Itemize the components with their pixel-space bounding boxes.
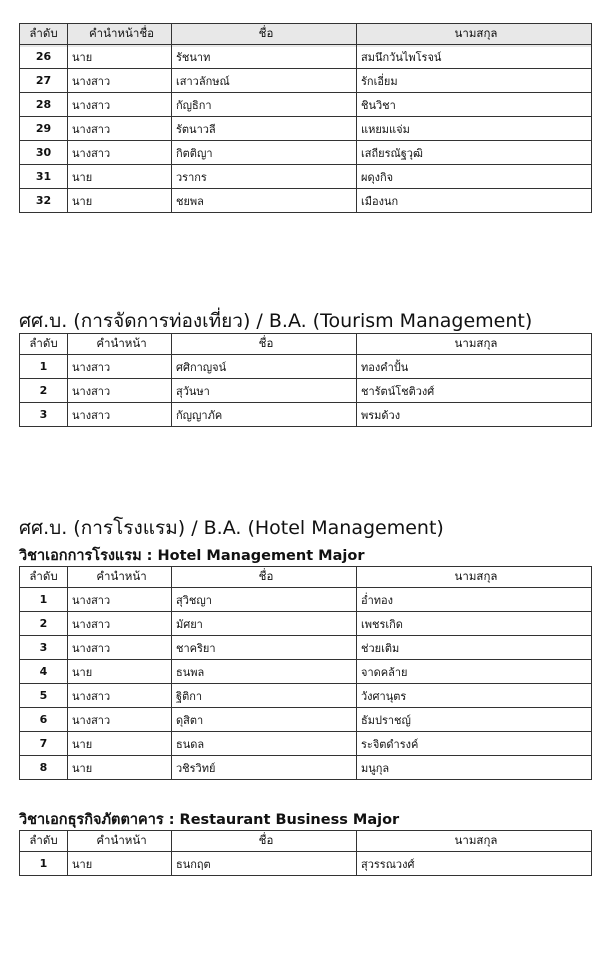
row-first-name: เสาวลักษณ์ — [172, 69, 357, 93]
header-last-name: นามสกุล — [357, 831, 592, 852]
row-first-name: ธนดล — [172, 732, 357, 756]
header-no: ลำดับ — [20, 831, 68, 852]
row-prefix: นางสาว — [68, 403, 172, 427]
row-number: 31 — [20, 165, 68, 189]
row-prefix: นาย — [68, 756, 172, 780]
row-prefix: นางสาว — [68, 636, 172, 660]
major-title-hotel: วิชาเอกการโรงแรม : Hotel Management Major — [19, 548, 365, 564]
header-last-name: นามสกุล — [357, 24, 592, 45]
row-last-name: เสถียรณัฐวุฒิ — [357, 141, 592, 165]
row-first-name: สุวิชญา — [172, 588, 357, 612]
row-number: 8 — [20, 756, 68, 780]
table-row — [20, 45, 592, 69]
row-last-name: สมนึกวันไพโรจน์ — [357, 45, 592, 69]
row-last-name: ผดุงกิจ — [357, 165, 592, 189]
table-row — [20, 355, 592, 379]
table-row — [20, 852, 592, 876]
row-last-name: ทองคำปั้น — [357, 355, 592, 379]
row-prefix: นาย — [68, 189, 172, 213]
row-prefix: นางสาว — [68, 379, 172, 403]
table-row — [20, 189, 592, 213]
table-row — [20, 636, 592, 660]
row-prefix: นางสาว — [68, 355, 172, 379]
row-last-name: ระจิตดำรงค์ — [357, 732, 592, 756]
table-restaurant-major — [19, 830, 592, 876]
row-number: 1 — [20, 852, 68, 876]
header-first-name: ชื่อ — [172, 831, 357, 852]
table-row — [20, 403, 592, 427]
row-first-name: วรากร — [172, 165, 357, 189]
row-last-name: รักเอี่ยม — [357, 69, 592, 93]
table-row — [20, 165, 592, 189]
row-prefix: นาย — [68, 660, 172, 684]
table-row — [20, 612, 592, 636]
row-number: 2 — [20, 612, 68, 636]
row-number: 30 — [20, 141, 68, 165]
row-last-name: สุวรรณวงศ์ — [357, 852, 592, 876]
table-row — [20, 684, 592, 708]
table-row — [20, 732, 592, 756]
row-prefix: นาย — [68, 165, 172, 189]
row-first-name: กิตติญา — [172, 141, 357, 165]
header-prefix: คำนำหน้า — [68, 831, 172, 852]
table-row — [20, 69, 592, 93]
row-number: 4 — [20, 660, 68, 684]
header-no: ลำดับ — [20, 334, 68, 355]
row-first-name: กัญญาภัค — [172, 403, 357, 427]
header-no: ลำดับ — [20, 24, 68, 45]
row-first-name: วชิรวิทย์ — [172, 756, 357, 780]
row-first-name: รัตนาวลี — [172, 117, 357, 141]
row-prefix: นางสาว — [68, 117, 172, 141]
row-number: 1 — [20, 355, 68, 379]
row-last-name: วังศานุตร — [357, 684, 592, 708]
row-number: 32 — [20, 189, 68, 213]
table-header-row — [20, 831, 592, 852]
row-number: 29 — [20, 117, 68, 141]
table-row — [20, 93, 592, 117]
row-prefix: นาย — [68, 852, 172, 876]
row-prefix: นาย — [68, 732, 172, 756]
row-first-name: กัญธิกา — [172, 93, 357, 117]
table-hotel-major — [19, 566, 592, 780]
table-header-row — [20, 24, 592, 45]
header-last-name: นามสกุล — [357, 334, 592, 355]
row-prefix: นางสาว — [68, 708, 172, 732]
row-first-name: สุวันษา — [172, 379, 357, 403]
row-prefix: นางสาว — [68, 684, 172, 708]
header-prefix: คำนำหน้า — [68, 567, 172, 588]
table-continuation — [19, 23, 592, 213]
row-first-name: ชยพล — [172, 189, 357, 213]
header-first-name: ชื่อ — [172, 567, 357, 588]
header-prefix: คำนำหน้าชื่อ — [68, 24, 172, 45]
major-title-restaurant: วิชาเอกธุรกิจภัตตาคาร : Restaurant Business Major — [19, 812, 400, 828]
table-row — [20, 141, 592, 165]
row-prefix: นางสาว — [68, 69, 172, 93]
row-last-name: เมืองนก — [357, 189, 592, 213]
row-last-name: จาดคล้าย — [357, 660, 592, 684]
row-prefix: นางสาว — [68, 93, 172, 117]
table-tourism — [19, 333, 592, 427]
table-header-row — [20, 334, 592, 355]
row-last-name: มนูกุล — [357, 756, 592, 780]
row-first-name: ดุสิตา — [172, 708, 357, 732]
row-first-name: มัศยา — [172, 612, 357, 636]
row-last-name: เพชรเกิด — [357, 612, 592, 636]
row-number: 28 — [20, 93, 68, 117]
table-row — [20, 588, 592, 612]
table-row — [20, 660, 592, 684]
row-first-name: รัชนาท — [172, 45, 357, 69]
row-last-name: ช่วยเติม — [357, 636, 592, 660]
row-number: 26 — [20, 45, 68, 69]
section-title-hotel: ศศ.บ. (การโรงแรม) / B.A. (Hotel Management) — [19, 517, 444, 539]
header-first-name: ชื่อ — [172, 24, 357, 45]
header-last-name: นามสกุล — [357, 567, 592, 588]
row-first-name: ฐิติกา — [172, 684, 357, 708]
table-row — [20, 379, 592, 403]
table-header-row — [20, 567, 592, 588]
header-first-name: ชื่อ — [172, 334, 357, 355]
table-row — [20, 708, 592, 732]
row-number: 7 — [20, 732, 68, 756]
row-last-name: ชารัตน์โชติวงศ์ — [357, 379, 592, 403]
row-last-name: ชินวิชา — [357, 93, 592, 117]
row-first-name: ชาคริยา — [172, 636, 357, 660]
header-no: ลำดับ — [20, 567, 68, 588]
row-number: 3 — [20, 636, 68, 660]
table-row — [20, 756, 592, 780]
row-number: 3 — [20, 403, 68, 427]
section-title-tourism: ศศ.บ. (การจัดการท่องเที่ยว) / B.A. (Tourism Management) — [19, 310, 533, 332]
row-first-name: ศศิกาญจน์ — [172, 355, 357, 379]
row-prefix: นางสาว — [68, 141, 172, 165]
header-prefix: คำนำหน้า — [68, 334, 172, 355]
row-last-name: ธัมปราชญ์ — [357, 708, 592, 732]
row-prefix: นาย — [68, 45, 172, 69]
row-last-name: อ่ำทอง — [357, 588, 592, 612]
row-number: 27 — [20, 69, 68, 93]
row-number: 1 — [20, 588, 68, 612]
row-number: 2 — [20, 379, 68, 403]
row-number: 5 — [20, 684, 68, 708]
row-first-name: ธนกฤต — [172, 852, 357, 876]
row-prefix: นางสาว — [68, 588, 172, 612]
table-row — [20, 117, 592, 141]
row-number: 6 — [20, 708, 68, 732]
row-first-name: ธนพล — [172, 660, 357, 684]
row-last-name: แหยมแจ่ม — [357, 117, 592, 141]
row-prefix: นางสาว — [68, 612, 172, 636]
row-last-name: พรมด้วง — [357, 403, 592, 427]
